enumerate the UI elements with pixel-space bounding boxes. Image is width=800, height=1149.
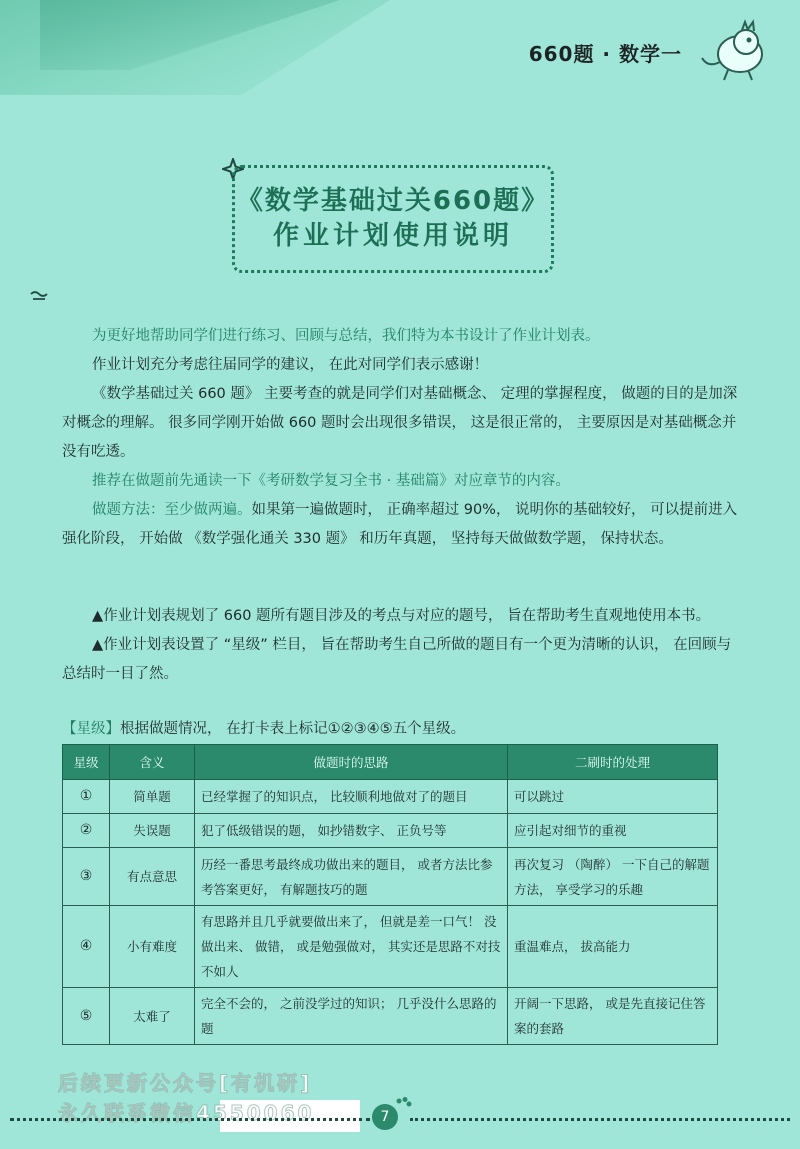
rating-table (62, 744, 718, 1045)
method-paragraph (62, 496, 742, 554)
title-main: 《数学基础过关660题》 (236, 185, 550, 216)
watermark-line: 永久联系微信4550060 (58, 1101, 315, 1125)
star-level: ① (63, 780, 110, 814)
table-row (63, 780, 718, 814)
title-sub: 作业计划使用说明 (272, 221, 513, 251)
rating-text: 根据做题情况， 在打卡表上标记①②③④⑤五个星级。 (120, 721, 466, 737)
meaning-cell: 太难了 (110, 988, 195, 1045)
thinking-cell: 有思路并且几乎就要做出来了， 但就是差一口气！ 没做出来、 做错， 或是勉强做对， 其实还是思路不对技不如人 (195, 906, 508, 988)
thinking-cell: 完全不会的， 之前没学过的知识； 几乎没什么思路的题 (195, 988, 508, 1045)
header-cell: 二刷时的处理 (508, 745, 718, 780)
table-row (63, 814, 718, 848)
method-label: 做题方法：至少做两遍。 (92, 502, 252, 518)
table-row (63, 906, 718, 988)
meaning-cell: 简单题 (110, 780, 195, 814)
rating-tag: 【星级】 (62, 721, 120, 737)
second-pass-cell: 可以跳过 (508, 780, 718, 814)
intro-section (62, 322, 742, 554)
thinking-cell: 历经一番思考最终成功做出来的题目， 或者方法比参考答案更好， 有解题技巧的题 (195, 848, 508, 906)
bullet-item: ▲作业计划表规划了 660 题所有题目涉及的考点与对应的题号， 旨在帮助考生直观地使用本书。 (92, 608, 711, 624)
book-title: 660题 · 数学一 (528, 42, 682, 66)
rating-intro (62, 717, 465, 738)
bullet-section (62, 602, 742, 689)
intro-paragraph: 《数学基础过关 660 题》 主要考查的就是同学们对基础概念、 定理的掌握程度， 做题的目的是加深对概念的理解。 很多同学刚开始做 660 题时会出现很多错误， 这是很正常的， 主要原因是对基础概念并没有吃透。 (62, 386, 738, 460)
corner-decoration (0, 0, 390, 95)
footer-divider (410, 1118, 790, 1121)
paw-icon (394, 1096, 412, 1114)
title-box (232, 165, 554, 273)
star-level: ② (63, 814, 110, 848)
header-cell: 含义 (110, 745, 195, 780)
meaning-cell: 失误题 (110, 814, 195, 848)
header-cell: 星级 (63, 745, 110, 780)
star-level: ③ (63, 848, 110, 906)
watermark-line: 后续更新公众号[有机研] (58, 1071, 313, 1095)
table-row (63, 988, 718, 1045)
mascot-icon (698, 12, 778, 87)
intro-paragraph: 为更好地帮助同学们进行练习、回顾与总结，我们特为本书设计了作业计划表。 (92, 328, 600, 344)
table-header-row (63, 745, 718, 780)
intro-paragraph: 推荐在做题前先通读一下《考研数学复习全书 · 基础篇》对应章节的内容。 (92, 473, 570, 489)
second-pass-cell: 再次复习 （陶醉） 一下自己的解题方法， 享受学习的乐趣 (508, 848, 718, 906)
star-level: ④ (63, 906, 110, 988)
intro-paragraph: 作业计划充分考虑往届同学的建议， 在此对同学们表示感谢！ (92, 357, 489, 373)
squiggle-icon (30, 290, 50, 302)
table-row (63, 848, 718, 906)
star-level: ⑤ (63, 988, 110, 1045)
meaning-cell: 有点意思 (110, 848, 195, 906)
meaning-cell: 小有难度 (110, 906, 195, 988)
page-number: 7 (372, 1104, 398, 1130)
header-cell: 做题时的思路 (195, 745, 508, 780)
second-pass-cell: 开阔一下思路， 或是先直接记住答案的套路 (508, 988, 718, 1045)
thinking-cell: 犯了低级错误的题， 如抄错数字、 正负号等 (195, 814, 508, 848)
footer-divider (10, 1118, 370, 1121)
method-text: 如果第一遍做题时， 正确率超过 90%， 说明你的基础较好， 可以提前进入强化阶段， 开始做 《数学强化通关 330 题》 和历年真题， 坚持每天做做数学题， 保持状态。 (62, 502, 738, 547)
second-pass-cell: 应引起对细节的重视 (508, 814, 718, 848)
second-pass-cell: 重温难点， 拔高能力 (508, 906, 718, 988)
thinking-cell: 已经掌握了的知识点， 比较顺利地做对了的题目 (195, 780, 508, 814)
bullet-item: ▲作业计划表设置了 “星级” 栏目， 旨在帮助考生自己所做的题目有一个更为清晰的认识， 在回顾与总结时一目了然。 (62, 637, 732, 682)
